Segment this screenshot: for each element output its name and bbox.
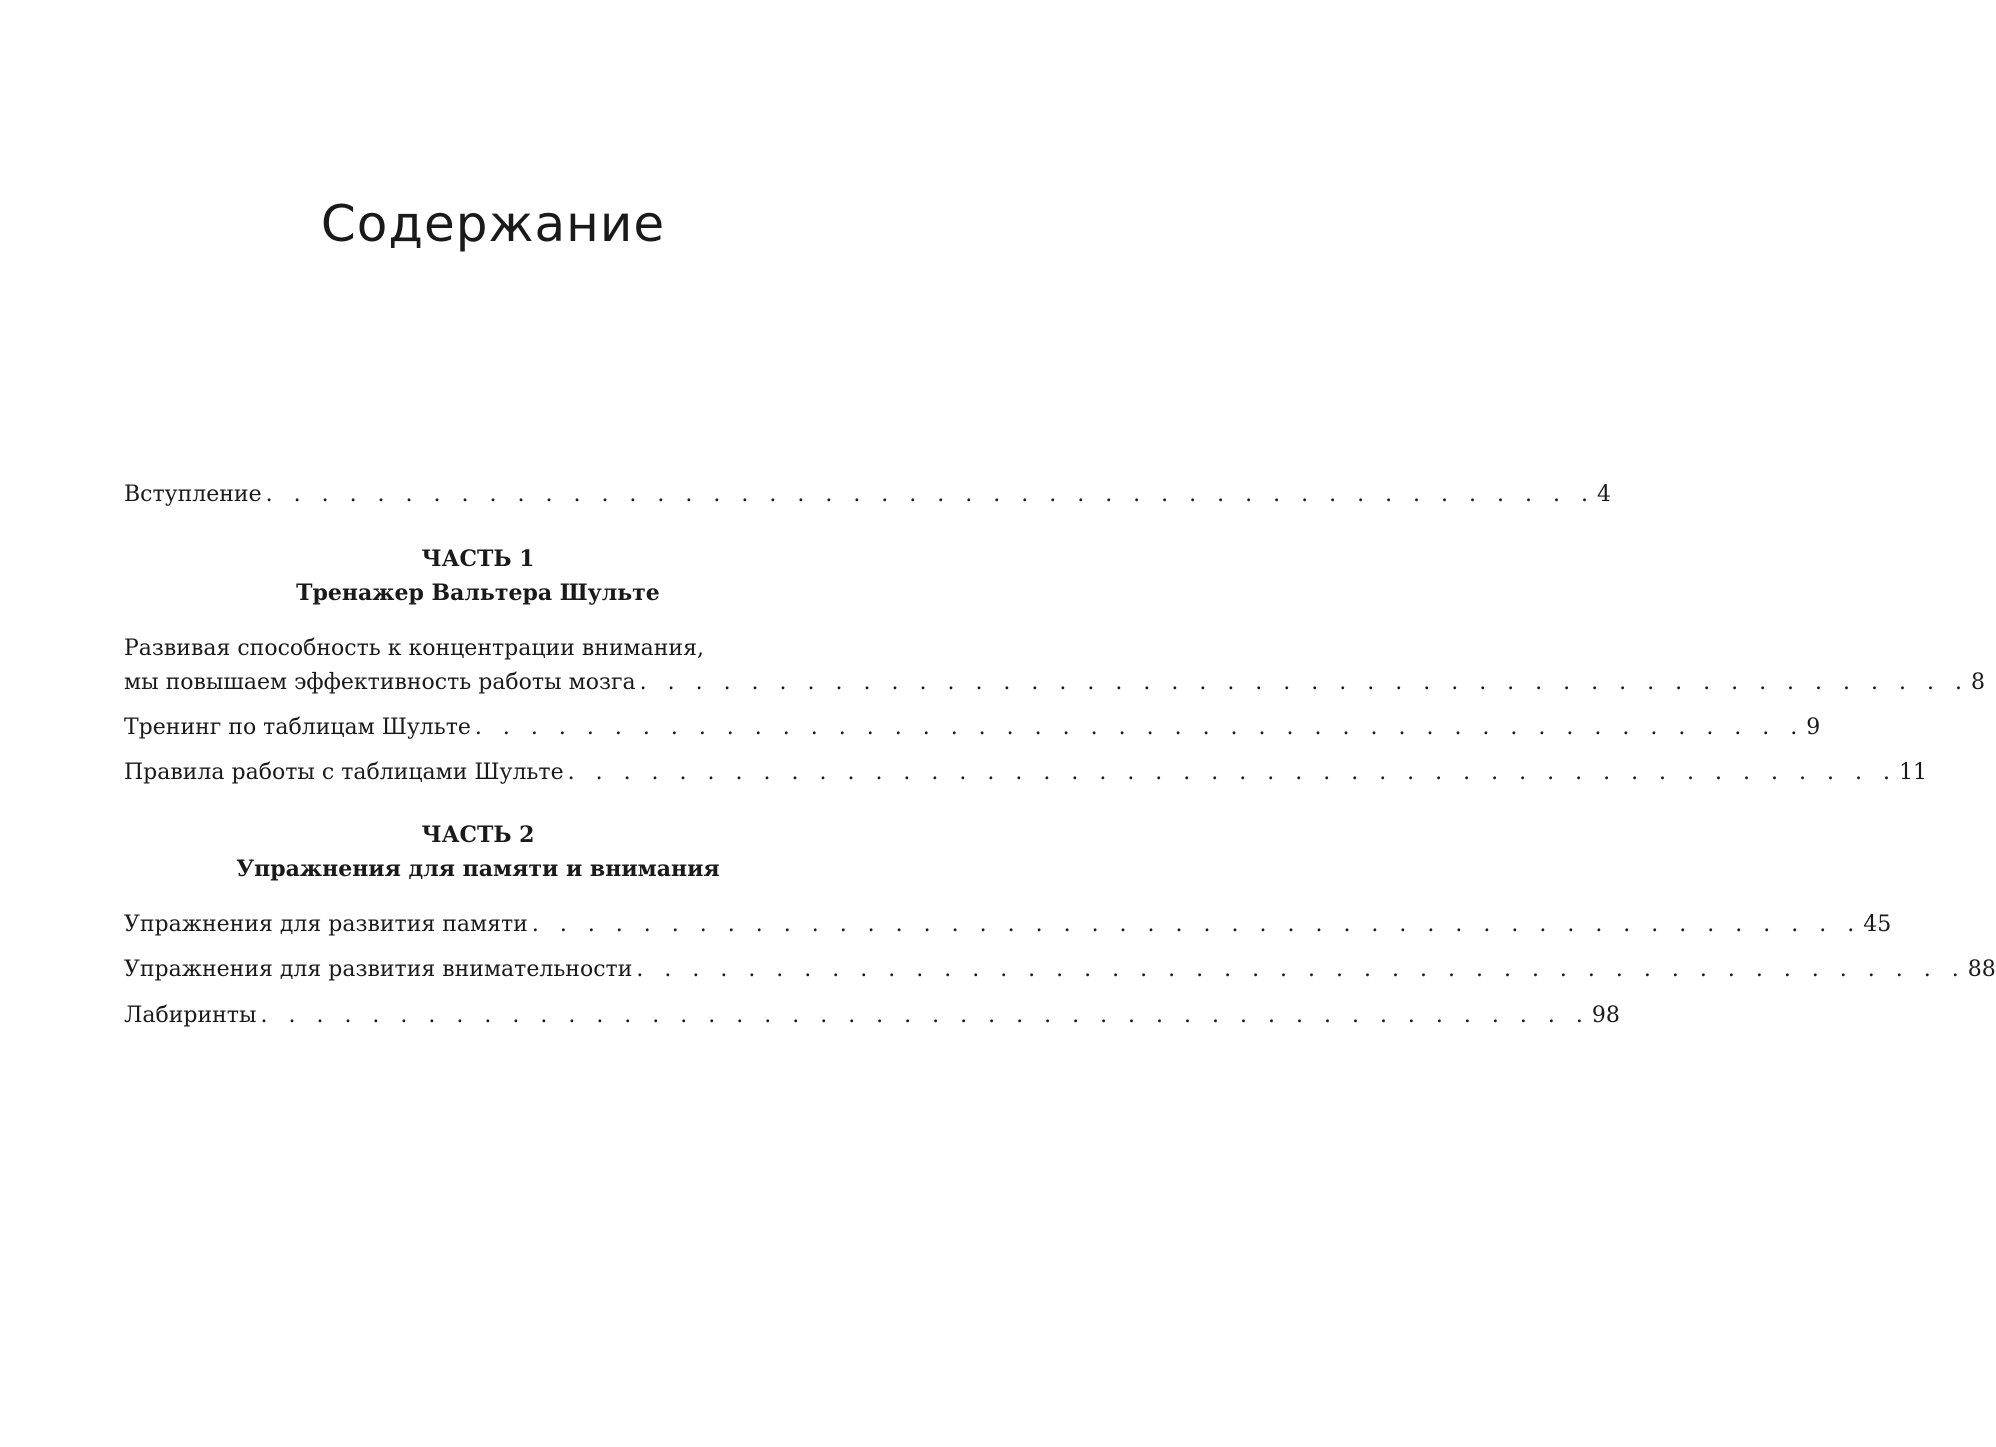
toc-page-number: 11 <box>1898 760 1927 785</box>
toc-entry-title: мы повышаем эффективность работы мозга <box>124 670 636 695</box>
toc-entry-line1[interactable]: Развивая способность к концентрации внимания, <box>124 636 704 661</box>
toc-entry-title: Упражнения для развития внимательности <box>124 957 633 982</box>
page-title: Содержание <box>320 195 666 253</box>
toc-page-number: 98 <box>1591 1003 1620 1028</box>
toc-entry-title: Тренинг по таблицам Шульте <box>124 715 471 740</box>
dot-leader: . . . . . . . . . . . . . . . . . . . . . . . . . . . . . . . . . . . . . . . . . . . . . . . . <box>531 912 1862 937</box>
toc-entry-labyrinths[interactable] <box>124 999 1620 1033</box>
toc-entry-title: Лабиринты <box>124 1003 257 1028</box>
toc-entry-training[interactable] <box>124 711 1821 745</box>
toc-page-number: 88 <box>1967 957 1996 982</box>
dot-leader: . . . . . . . . . . . . . . . . . . . . . . . . . . . . . . . . . . . . . . . . . . . . . . . . <box>636 957 1966 982</box>
toc-page-number: 9 <box>1806 715 1821 740</box>
toc-page-number: 8 <box>1970 670 1985 695</box>
toc-entry-attention[interactable] <box>124 953 1996 987</box>
toc-page-number: 4 <box>1596 482 1611 507</box>
dot-leader: . . . . . . . . . . . . . . . . . . . . . . . . . . . . . . . . . . . . . . . . . . . . . . . . <box>260 1003 1590 1028</box>
dot-leader: . . . . . . . . . . . . . . . . . . . . . . . . . . . . . . . . . . . . . . . . . . . . . . . . <box>567 760 1897 785</box>
part-2-title: Упражнения для памяти и внимания <box>236 856 720 882</box>
toc-page-number: 45 <box>1863 912 1892 937</box>
toc-entry-intro[interactable] <box>124 478 1611 512</box>
toc-entry-title: Упражнения для развития памяти <box>124 912 528 937</box>
toc-entry-memory[interactable] <box>124 908 1892 942</box>
toc-entry-rules[interactable] <box>124 756 1927 790</box>
toc-entry-title: Правила работы с таблицами Шульте <box>124 760 564 785</box>
dot-leader: . . . . . . . . . . . . . . . . . . . . . . . . . . . . . . . . . . . . . . . . . . . . . . . . <box>474 715 1805 740</box>
toc-entry-title: Вступление <box>124 482 262 507</box>
part-1-label: ЧАСТЬ 1 <box>421 546 535 572</box>
toc-entry-concentration[interactable] <box>124 666 1985 700</box>
dot-leader: . . . . . . . . . . . . . . . . . . . . . . . . . . . . . . . . . . . . . . . . . . . . . . . . <box>639 670 1969 695</box>
dot-leader: . . . . . . . . . . . . . . . . . . . . . . . . . . . . . . . . . . . . . . . . . . . . . . . . <box>265 482 1595 507</box>
part-1-title: Тренажер Вальтера Шульте <box>296 580 660 606</box>
part-2-label: ЧАСТЬ 2 <box>421 822 535 848</box>
